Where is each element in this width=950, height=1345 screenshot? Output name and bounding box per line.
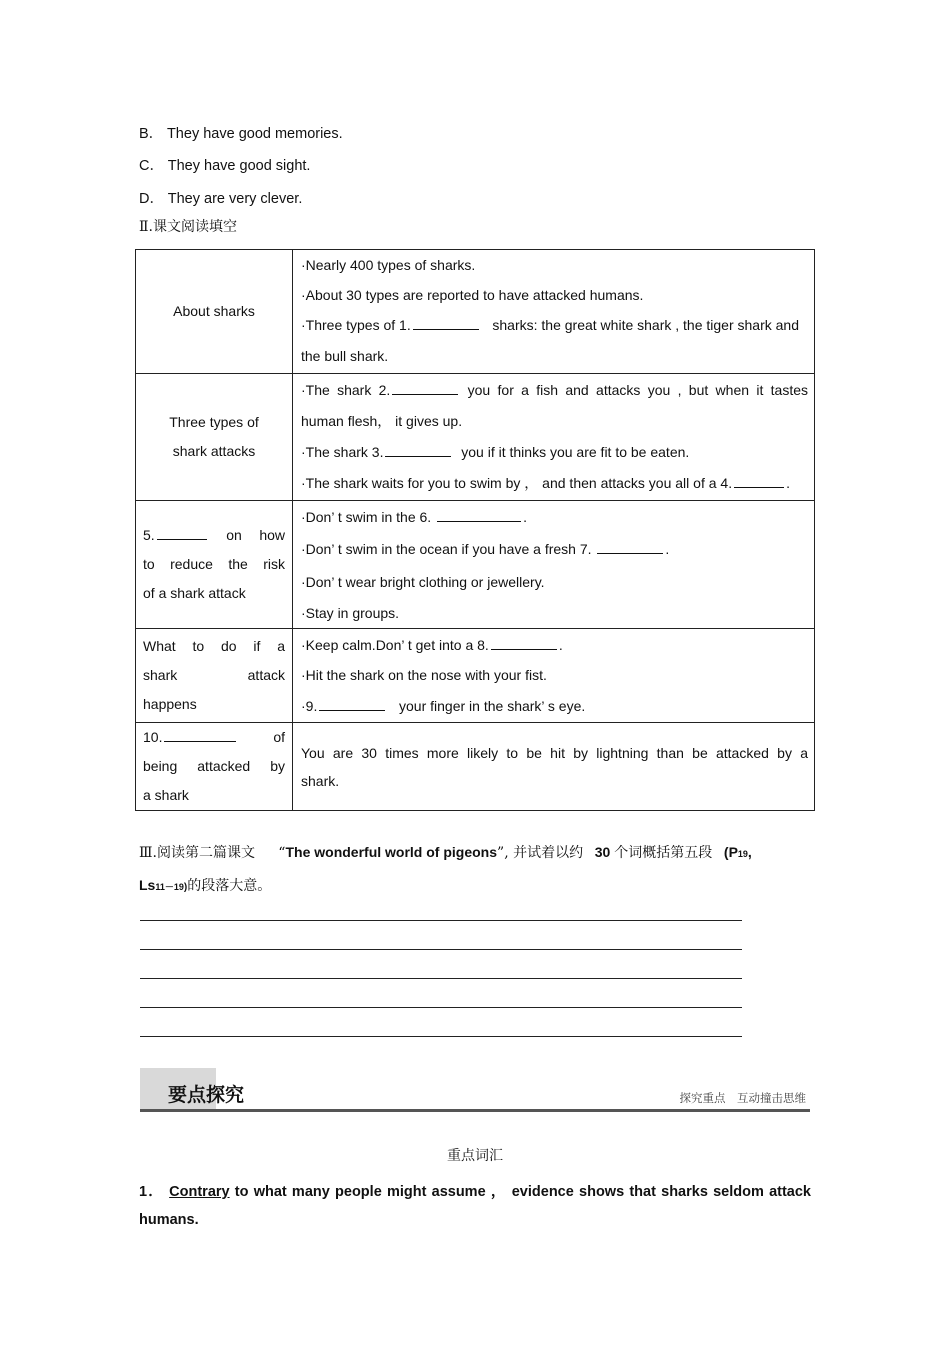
label-line: Three types of	[169, 414, 259, 430]
label-line: being attacked by	[143, 758, 285, 774]
text-segment: 11－19	[155, 882, 184, 892]
banner-title: 要点探究	[168, 1084, 245, 1106]
writing-line[interactable]	[140, 949, 742, 950]
row-content	[293, 374, 815, 501]
text-segment: “	[278, 845, 286, 861]
text-segment: you for a fish and attacks you , but when it tastes	[467, 382, 808, 398]
answer-blank-7[interactable]	[597, 539, 663, 554]
content-line: You are 30 times more likely to be hit by lightning than be attacked by a	[301, 744, 808, 761]
table-row	[136, 250, 815, 374]
text-segment: ,	[747, 844, 752, 860]
key-word: Contrary	[169, 1184, 230, 1200]
option-text: They have good sight.	[167, 158, 311, 174]
text-segment: ·The shark 3.	[301, 444, 384, 460]
text-segment: ·Three types of 1.	[301, 317, 411, 333]
writing-line[interactable]	[140, 978, 742, 979]
section-3-prompt-cont	[139, 875, 271, 895]
vocab-item-1	[139, 1180, 811, 1201]
text-segment: .	[665, 541, 670, 557]
row-content	[293, 723, 815, 811]
content-line	[301, 533, 808, 566]
content-line	[301, 310, 808, 340]
content-line	[301, 375, 808, 406]
text-segment: sharks: the great white shark , the tiger shark and	[492, 317, 799, 333]
banner-rule	[140, 1109, 810, 1112]
label-line: shark attacks	[172, 443, 256, 459]
answer-blank-6[interactable]	[437, 507, 521, 522]
option-text: They have good memories.	[166, 126, 343, 142]
label-line: of a shark attack	[143, 585, 246, 601]
option-text: They are very clever.	[167, 191, 303, 207]
label-line: shark attack	[143, 667, 285, 683]
label-line	[143, 723, 285, 752]
text-segment: ·Don’ t swim in the 6.	[301, 509, 432, 525]
row-label: About sharks	[136, 250, 293, 374]
vocab-item-1-cont: humans.	[139, 1212, 199, 1228]
text-segment: ·Don’ t swim in the ocean if you have a fresh 7.	[301, 541, 592, 557]
text-segment: 19	[737, 849, 748, 859]
text-segment: on how	[226, 527, 285, 543]
text-segment: Ls	[139, 877, 156, 893]
label-line: What to do if a	[143, 638, 285, 654]
table-row	[136, 723, 815, 811]
text-segment: of	[273, 729, 285, 745]
content-line: ·Don’ t wear bright clothing or jewellery.	[301, 574, 545, 590]
text-segment: 5.	[143, 527, 155, 543]
option-letter: C．	[139, 158, 164, 174]
answer-blank-2[interactable]	[392, 380, 458, 395]
answer-blank-3[interactable]	[385, 442, 451, 457]
row-content	[293, 629, 815, 723]
text-segment: your finger in the shark’ s eye.	[399, 697, 586, 714]
writing-line[interactable]	[140, 920, 742, 921]
option-letter: D．	[139, 191, 164, 207]
section-banner	[140, 1068, 810, 1112]
banner-subtitle: 探究重点 互动撞击思维	[679, 1091, 806, 1105]
answer-blank-5[interactable]	[157, 525, 207, 540]
writing-line[interactable]	[140, 1007, 742, 1008]
text-segment: (P	[723, 844, 738, 860]
content-line: ·Stay in groups.	[301, 605, 400, 621]
label-line: a shark	[143, 787, 189, 803]
option-d	[139, 187, 302, 208]
answer-blank-10[interactable]	[164, 727, 236, 742]
content-line	[301, 630, 808, 660]
answer-blank-4[interactable]	[734, 473, 784, 488]
row-content	[293, 501, 815, 629]
text-segment: )	[183, 882, 188, 893]
text-segment: .	[558, 636, 563, 653]
text-segment: .	[786, 475, 790, 491]
option-b	[139, 122, 343, 143]
text-segment: to what many people might assume ， evidence shows that sharks seldom attack	[229, 1184, 811, 1200]
text-segment: 的段落大意。	[187, 878, 272, 894]
answer-blank-8[interactable]	[491, 635, 557, 650]
text-segment: ·The shark waits for you to swim by ， and then attacks you all of a 4.	[301, 475, 733, 491]
table-row	[136, 501, 815, 629]
text-segment: ·Keep calm.Don’ t get into a 8.	[301, 636, 489, 653]
text-segment: Ⅲ.阅读第二篇课文	[139, 845, 255, 861]
content-line	[301, 437, 808, 468]
content-line: ·Hit the shark on the nose with your fist.	[301, 666, 547, 683]
content-line: the bull shark.	[301, 348, 389, 364]
row-label	[136, 723, 293, 811]
option-c	[139, 154, 310, 175]
section-3-prompt	[139, 842, 811, 862]
row-label	[136, 629, 293, 723]
section-2-title: Ⅱ.课文阅读填空	[139, 219, 237, 235]
content-line	[301, 690, 808, 722]
text-segment: .	[523, 509, 527, 525]
content-line: ·Nearly 400 types of sharks.	[301, 257, 476, 273]
item-number: 1．	[139, 1184, 164, 1200]
text-segment: 10.	[143, 729, 163, 745]
label-line: happens	[143, 696, 197, 712]
text-segment: ”	[497, 845, 505, 861]
content-line	[301, 501, 808, 533]
answer-blank-9[interactable]	[319, 696, 385, 711]
content-line: human flesh， it gives up.	[301, 413, 463, 429]
text-segment: 个词概括第五段	[614, 845, 713, 861]
text-segment: , 并试着以约	[504, 845, 584, 861]
table-row	[136, 629, 815, 723]
content-line	[301, 468, 808, 499]
table-row	[136, 374, 815, 501]
answer-blank-1[interactable]	[413, 315, 479, 330]
content-line: ·About 30 types are reported to have attacked humans.	[301, 287, 644, 303]
text-segment: ·The shark 2.	[301, 382, 391, 398]
label-line	[143, 521, 285, 550]
content-line: shark.	[301, 772, 340, 789]
text-segment: 30	[594, 844, 611, 860]
text-segment: ·9.	[301, 697, 318, 714]
row-label	[136, 501, 293, 629]
text-segment: you if it thinks you are fit to be eaten.	[461, 444, 690, 460]
row-content	[293, 250, 815, 374]
reading-fill-table	[135, 249, 815, 811]
option-letter: B．	[139, 126, 164, 142]
label-line: to reduce the risk	[143, 556, 285, 572]
quoted-title: The wonderful world of pigeons	[285, 844, 498, 860]
row-label	[136, 374, 293, 501]
vocab-title: 重点词汇	[447, 1148, 503, 1164]
writing-line[interactable]	[140, 1036, 742, 1037]
